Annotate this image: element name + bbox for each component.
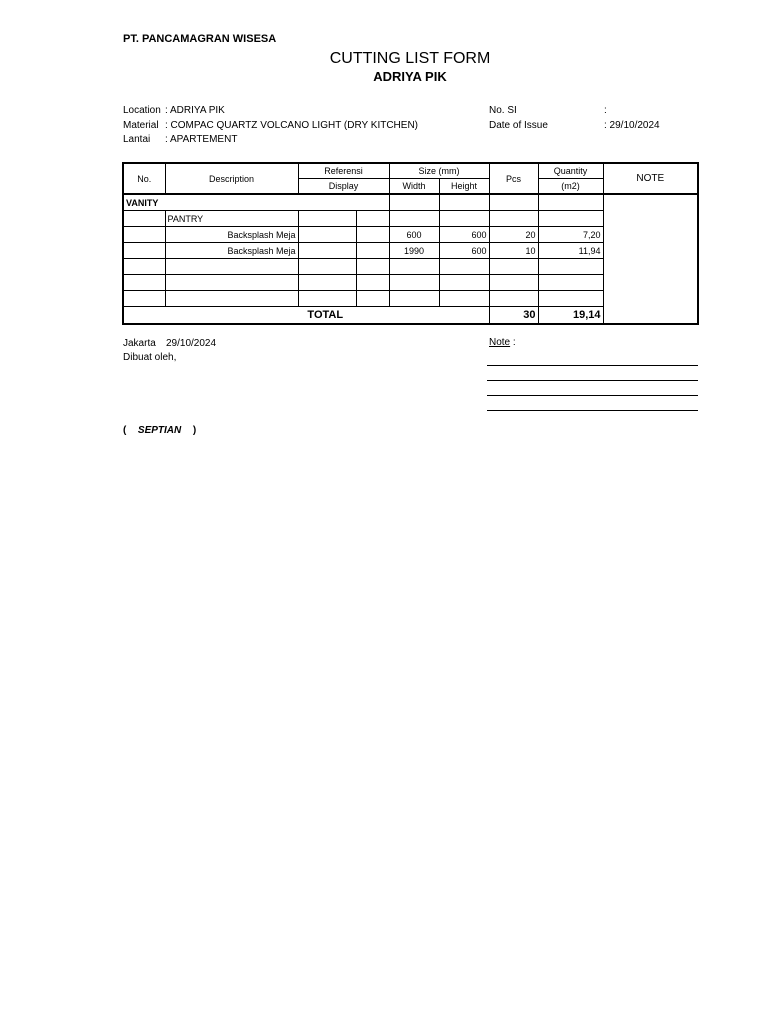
table-cell xyxy=(389,211,439,227)
table-cell xyxy=(538,291,603,307)
table-cell xyxy=(165,291,298,307)
footer-date: 29/10/2024 xyxy=(166,338,217,349)
table-cell xyxy=(356,227,389,243)
row-height: 600 xyxy=(439,227,489,243)
note-cell xyxy=(603,194,698,324)
table-cell xyxy=(538,259,603,275)
signature xyxy=(123,425,196,436)
table-cell xyxy=(356,243,389,259)
header-pcs: Pcs xyxy=(489,163,538,194)
table-cell xyxy=(165,275,298,291)
header-width: Width xyxy=(389,179,439,195)
signature-name: SEPTIAN xyxy=(137,425,182,436)
section-label: VANITY xyxy=(123,194,389,211)
header-unit: (m2) xyxy=(538,179,603,195)
cutting-list-table xyxy=(122,162,699,325)
table-cell xyxy=(298,291,356,307)
total-label: TOTAL xyxy=(123,307,489,325)
table-cell xyxy=(123,243,165,259)
table-cell xyxy=(538,211,603,227)
table-cell xyxy=(439,211,489,227)
table-cell xyxy=(389,275,439,291)
row-width: 600 xyxy=(389,227,439,243)
table-cell xyxy=(538,194,603,211)
company-name: PT. PANCAMAGRAN WISESA xyxy=(123,33,277,45)
row-pcs: 20 xyxy=(489,227,538,243)
group-label: PANTRY xyxy=(165,211,298,227)
total-pcs: 30 xyxy=(489,307,538,325)
table-cell xyxy=(356,291,389,307)
table-cell xyxy=(356,259,389,275)
lantai-value: : APARTEMENT xyxy=(165,134,238,145)
table-cell xyxy=(356,275,389,291)
date-value: : 29/10/2024 xyxy=(604,120,660,131)
no-si-value: : xyxy=(604,105,607,116)
note-line xyxy=(487,365,698,366)
table-cell xyxy=(439,291,489,307)
table-cell xyxy=(123,275,165,291)
header-quantity: Quantity xyxy=(538,163,603,179)
table-cell xyxy=(389,259,439,275)
material-value: : COMPAC QUARTZ VOLCANO LIGHT (DRY KITCHEN) xyxy=(165,120,418,131)
date-label: Date of Issue xyxy=(489,120,548,131)
note-line xyxy=(487,410,698,411)
row-pcs: 10 xyxy=(489,243,538,259)
table-header-row-1 xyxy=(123,163,698,179)
location-value: : ADRIYA PIK xyxy=(165,105,225,116)
header-no: No. xyxy=(123,163,165,194)
table-cell xyxy=(489,194,538,211)
table-cell xyxy=(165,259,298,275)
table-cell xyxy=(123,227,165,243)
location-label: Location xyxy=(123,105,161,116)
table-cell xyxy=(298,227,356,243)
table-cell xyxy=(123,291,165,307)
sign-open: ( xyxy=(123,425,127,436)
made-by-label: Dibuat oleh, xyxy=(123,352,177,363)
table-cell xyxy=(439,259,489,275)
table-cell xyxy=(489,291,538,307)
table-cell xyxy=(298,243,356,259)
note-label: Note xyxy=(489,337,511,348)
row-width: 1990 xyxy=(389,243,439,259)
form-title: CUTTING LIST FORM xyxy=(329,50,491,67)
table-cell xyxy=(389,194,439,211)
table-cell xyxy=(489,211,538,227)
row-qty: 11,94 xyxy=(538,243,603,259)
no-si-label: No. SI xyxy=(489,105,517,116)
header-size: Size (mm) xyxy=(389,163,489,179)
table-cell xyxy=(439,275,489,291)
row-description: Backsplash Meja xyxy=(165,227,298,243)
header-display: Display xyxy=(298,179,389,195)
row-height: 600 xyxy=(439,243,489,259)
total-qty: 19,14 xyxy=(538,307,603,325)
city: Jakarta xyxy=(123,338,156,349)
header-height: Height xyxy=(439,179,489,195)
table-cell xyxy=(356,211,389,227)
table-cell xyxy=(489,259,538,275)
material-label: Material xyxy=(123,120,159,131)
note-line xyxy=(487,380,698,381)
table-cell xyxy=(439,194,489,211)
table-cell xyxy=(123,259,165,275)
header-note: NOTE xyxy=(603,163,698,194)
table-cell xyxy=(298,275,356,291)
table-cell xyxy=(298,211,356,227)
note-field xyxy=(489,337,516,348)
table-cell xyxy=(489,275,538,291)
table-cell xyxy=(298,259,356,275)
row-qty: 7,20 xyxy=(538,227,603,243)
table-row-section xyxy=(123,194,698,211)
lantai-label: Lantai xyxy=(123,134,151,145)
table-cell xyxy=(389,291,439,307)
header-description: Description xyxy=(165,163,298,194)
table-cell xyxy=(538,275,603,291)
note-line xyxy=(487,395,698,396)
sign-close: ) xyxy=(192,425,197,436)
table-cell xyxy=(123,211,165,227)
form-subtitle: ADRIYA PIK xyxy=(373,69,447,84)
row-description: Backsplash Meja xyxy=(165,243,298,259)
header-referensi: Referensi xyxy=(298,163,389,179)
note-colon: : xyxy=(512,337,516,348)
